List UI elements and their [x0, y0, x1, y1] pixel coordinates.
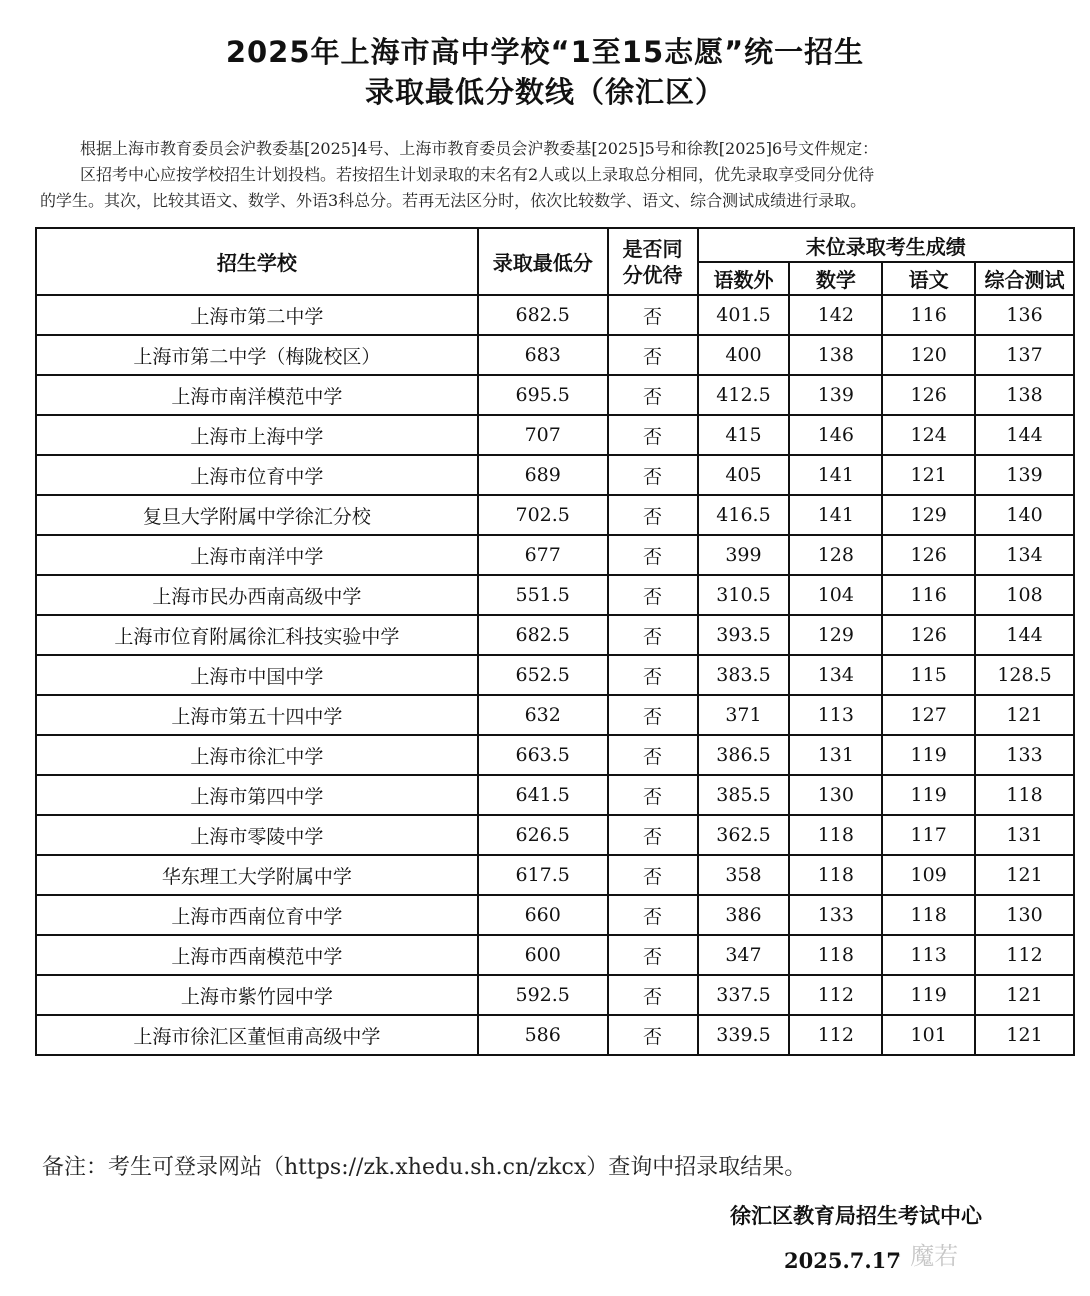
cell-ysw: 310.5: [698, 575, 790, 615]
cell-comprehensive: 133: [975, 735, 1074, 775]
cell-chinese: 113: [882, 935, 975, 975]
cell-math: 141: [789, 455, 882, 495]
issuing-organization: 徐汇区教育局招生考试中心: [730, 1204, 982, 1228]
cell-min-score: 660: [478, 895, 608, 935]
cell-tie: 否: [608, 775, 698, 815]
cell-math: 138: [789, 335, 882, 375]
admission-score-table: [35, 227, 1075, 1056]
cell-comprehensive: 128.5: [975, 655, 1074, 695]
cell-ysw: 337.5: [698, 975, 790, 1015]
watermark: · 魔若: [895, 1242, 959, 1270]
cell-school: 复旦大学附属中学徐汇分校: [36, 495, 478, 535]
cell-tie: 否: [608, 455, 698, 495]
cell-tie: 否: [608, 1015, 698, 1055]
cell-comprehensive: 118: [975, 775, 1074, 815]
cell-tie: 否: [608, 655, 698, 695]
cell-math: 118: [789, 935, 882, 975]
cell-comprehensive: 131: [975, 815, 1074, 855]
cell-comprehensive: 140: [975, 495, 1074, 535]
cell-school: 华东理工大学附属中学: [36, 855, 478, 895]
table-row: [36, 535, 1074, 575]
cell-tie: 否: [608, 375, 698, 415]
cell-math: 113: [789, 695, 882, 735]
table-row: [36, 735, 1074, 775]
cell-school: 上海市紫竹园中学: [36, 975, 478, 1015]
cell-tie: 否: [608, 415, 698, 455]
cell-ysw: 347: [698, 935, 790, 975]
cell-school: 上海市第二中学: [36, 295, 478, 335]
issue-date: 2025.7.17: [784, 1248, 901, 1273]
cell-ysw: 386: [698, 895, 790, 935]
cell-comprehensive: 121: [975, 695, 1074, 735]
cell-ysw: 415: [698, 415, 790, 455]
cell-ysw: 399: [698, 535, 790, 575]
cell-comprehensive: 121: [975, 1015, 1074, 1055]
cell-min-score: 702.5: [478, 495, 608, 535]
cell-tie: 否: [608, 855, 698, 895]
cell-comprehensive: 137: [975, 335, 1074, 375]
cell-comprehensive: 144: [975, 615, 1074, 655]
cell-tie: 否: [608, 975, 698, 1015]
cell-chinese: 119: [882, 735, 975, 775]
cell-ysw: 385.5: [698, 775, 790, 815]
cell-chinese: 116: [882, 575, 975, 615]
cell-chinese: 116: [882, 295, 975, 335]
cell-min-score: 632: [478, 695, 608, 735]
cell-tie: 否: [608, 815, 698, 855]
header-comprehensive: 综合测试: [975, 262, 1074, 295]
cell-ysw: 362.5: [698, 815, 790, 855]
cell-chinese: 115: [882, 655, 975, 695]
cell-chinese: 118: [882, 895, 975, 935]
cell-min-score: 652.5: [478, 655, 608, 695]
cell-school: 上海市零陵中学: [36, 815, 478, 855]
table-row: [36, 695, 1074, 735]
cell-min-score: 707: [478, 415, 608, 455]
cell-min-score: 689: [478, 455, 608, 495]
table-row: [36, 415, 1074, 455]
cell-math: 112: [789, 975, 882, 1015]
cell-math: 131: [789, 735, 882, 775]
cell-tie: 否: [608, 295, 698, 335]
cell-ysw: 383.5: [698, 655, 790, 695]
cell-chinese: 101: [882, 1015, 975, 1055]
cell-min-score: 682.5: [478, 615, 608, 655]
table-row: [36, 655, 1074, 695]
cell-comprehensive: 138: [975, 375, 1074, 415]
cell-chinese: 121: [882, 455, 975, 495]
cell-comprehensive: 136: [975, 295, 1074, 335]
header-min-score: 录取最低分: [478, 228, 608, 295]
cell-math: 128: [789, 535, 882, 575]
table-row: [36, 895, 1074, 935]
cell-math: 142: [789, 295, 882, 335]
cell-math: 146: [789, 415, 882, 455]
header-school: 招生学校: [36, 228, 478, 295]
cell-math: 118: [789, 855, 882, 895]
cell-comprehensive: 121: [975, 975, 1074, 1015]
cell-min-score: 677: [478, 535, 608, 575]
cell-math: 130: [789, 775, 882, 815]
cell-school: 上海市第五十四中学: [36, 695, 478, 735]
cell-tie: 否: [608, 695, 698, 735]
table-row: [36, 295, 1074, 335]
cell-ysw: 401.5: [698, 295, 790, 335]
cell-school: 上海市位育附属徐汇科技实验中学: [36, 615, 478, 655]
cell-chinese: 109: [882, 855, 975, 895]
cell-math: 129: [789, 615, 882, 655]
footer-note: 备注：考生可登录网站（https://zk.xhedu.sh.cn/zkcx）查询中招录取结果。: [42, 1155, 807, 1180]
document-title-line2: 录取最低分数线（徐汇区）: [364, 75, 725, 109]
table-row: [36, 855, 1074, 895]
header-math: 数学: [789, 262, 882, 295]
cell-chinese: 120: [882, 335, 975, 375]
table-row: [36, 815, 1074, 855]
header-tie-priority-text: 是否同分优待: [622, 236, 683, 287]
cell-tie: 否: [608, 335, 698, 375]
cell-math: 134: [789, 655, 882, 695]
cell-tie: 否: [608, 895, 698, 935]
cell-tie: 否: [608, 935, 698, 975]
cell-comprehensive: 130: [975, 895, 1074, 935]
cell-school: 上海市西南模范中学: [36, 935, 478, 975]
cell-school: 上海市中国中学: [36, 655, 478, 695]
cell-chinese: 129: [882, 495, 975, 535]
cell-school: 上海市南洋中学: [36, 535, 478, 575]
cell-min-score: 617.5: [478, 855, 608, 895]
cell-math: 133: [789, 895, 882, 935]
cell-min-score: 626.5: [478, 815, 608, 855]
cell-ysw: 416.5: [698, 495, 790, 535]
cell-tie: 否: [608, 495, 698, 535]
cell-school: 上海市上海中学: [36, 415, 478, 455]
cell-comprehensive: 112: [975, 935, 1074, 975]
cell-ysw: 412.5: [698, 375, 790, 415]
cell-chinese: 119: [882, 975, 975, 1015]
cell-chinese: 119: [882, 775, 975, 815]
cell-school: 上海市南洋模范中学: [36, 375, 478, 415]
cell-min-score: 682.5: [478, 295, 608, 335]
cell-tie: 否: [608, 535, 698, 575]
cell-ysw: 393.5: [698, 615, 790, 655]
cell-school: 上海市第四中学: [36, 775, 478, 815]
cell-math: 112: [789, 1015, 882, 1055]
header-tie-priority: [608, 228, 698, 295]
intro-line-1: 根据上海市教育委员会沪教委基[2025]4号、上海市教育委员会沪教委基[2025]5号和徐教[2025]6号文件规定：: [80, 139, 879, 158]
cell-min-score: 592.5: [478, 975, 608, 1015]
header-chinese: 语文: [882, 262, 975, 295]
cell-school: 上海市徐汇中学: [36, 735, 478, 775]
cell-comprehensive: 139: [975, 455, 1074, 495]
cell-comprehensive: 108: [975, 575, 1074, 615]
cell-ysw: 358: [698, 855, 790, 895]
cell-ysw: 400: [698, 335, 790, 375]
cell-ysw: 371: [698, 695, 790, 735]
cell-tie: 否: [608, 575, 698, 615]
cell-chinese: 117: [882, 815, 975, 855]
cell-min-score: 663.5: [478, 735, 608, 775]
cell-ysw: 339.5: [698, 1015, 790, 1055]
table-row: [36, 1015, 1074, 1055]
cell-tie: 否: [608, 615, 698, 655]
cell-math: 141: [789, 495, 882, 535]
intro-paragraph: [40, 136, 1070, 214]
table-row: [36, 935, 1074, 975]
cell-min-score: 641.5: [478, 775, 608, 815]
table-row: [36, 615, 1074, 655]
table-row: [36, 975, 1074, 1015]
cell-chinese: 126: [882, 375, 975, 415]
cell-comprehensive: 121: [975, 855, 1074, 895]
cell-tie: 否: [608, 735, 698, 775]
cell-chinese: 124: [882, 415, 975, 455]
cell-comprehensive: 134: [975, 535, 1074, 575]
table-row: [36, 335, 1074, 375]
cell-school: 上海市民办西南高级中学: [36, 575, 478, 615]
header-chinese-math-english: 语数外: [698, 262, 790, 295]
cell-math: 139: [789, 375, 882, 415]
cell-ysw: 405: [698, 455, 790, 495]
table-row: [36, 375, 1074, 415]
intro-line-2: 区招考中心应按学校招生计划投档。若按招生计划录取的末名有2人或以上录取总分相同，优先录取享受同分优待: [80, 165, 875, 184]
cell-chinese: 127: [882, 695, 975, 735]
cell-school: 上海市位育中学: [36, 455, 478, 495]
cell-school: 上海市西南位育中学: [36, 895, 478, 935]
cell-chinese: 126: [882, 615, 975, 655]
table-row: [36, 775, 1074, 815]
document-title-line1: 2025年上海市高中学校“1至15志愿”统一招生: [225, 35, 865, 69]
cell-min-score: 683: [478, 335, 608, 375]
cell-min-score: 600: [478, 935, 608, 975]
cell-ysw: 386.5: [698, 735, 790, 775]
cell-math: 104: [789, 575, 882, 615]
cell-math: 118: [789, 815, 882, 855]
cell-min-score: 586: [478, 1015, 608, 1055]
header-last-admitted-scores: 末位录取考生成绩: [698, 228, 1074, 262]
cell-min-score: 551.5: [478, 575, 608, 615]
intro-line-3: 的学生。其次，比较其语文、数学、外语3科总分。若再无法区分时，依次比较数学、语文、综合测试成绩进行录取。: [40, 191, 867, 210]
cell-school: 上海市第二中学（梅陇校区）: [36, 335, 478, 375]
cell-chinese: 126: [882, 535, 975, 575]
cell-school: 上海市徐汇区董恒甫高级中学: [36, 1015, 478, 1055]
cell-comprehensive: 144: [975, 415, 1074, 455]
table-row: [36, 455, 1074, 495]
table-row: [36, 575, 1074, 615]
table-row: [36, 495, 1074, 535]
cell-min-score: 695.5: [478, 375, 608, 415]
